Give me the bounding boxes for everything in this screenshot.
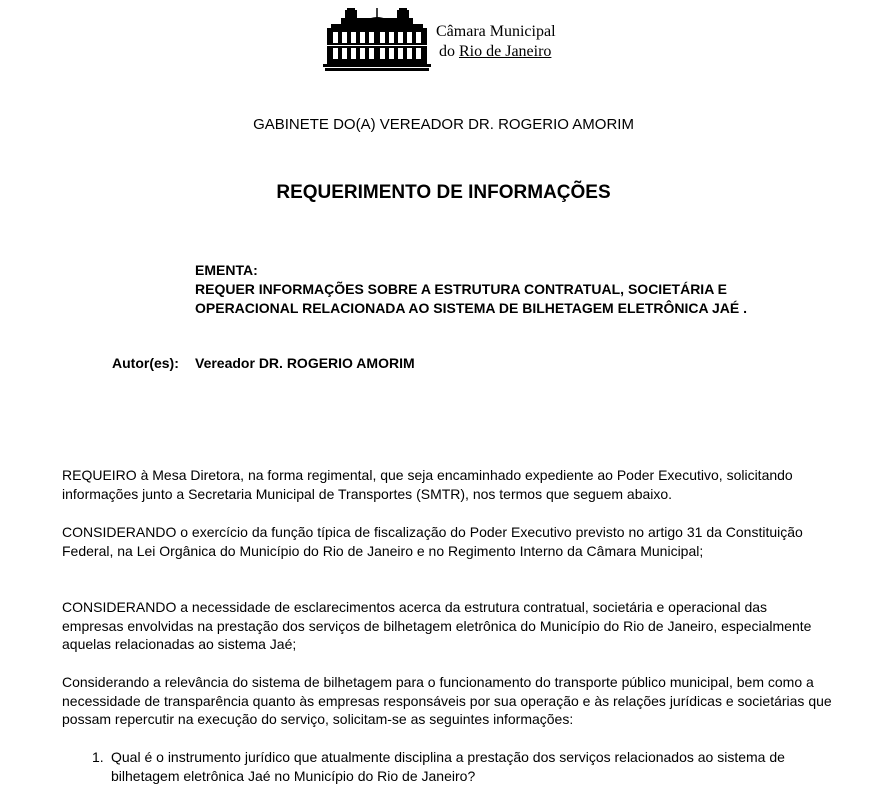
ementa-line-2: OPERACIONAL RELACIONADA AO SISTEMA DE BILHETAGEM ELETRÔNICA JAÉ .	[195, 300, 747, 316]
autor-name: Vereador DR. ROGERIO AMORIM	[195, 355, 415, 371]
paragraph-considerando-2: CONSIDERANDO a necessidade de esclarecimentos acerca da estrutura contratual, societária e operacional das empresas envolvidas na prestação dos serviços de bilhetagem eletrônica do Município do Rio de Janeiro, especialmente aquelas relacionadas ao sistema Jaé;	[62, 599, 812, 652]
gabinete-heading: GABINETE DO(A) VEREADOR DR. ROGERIO AMORIM	[253, 116, 634, 133]
ementa-line-1: REQUER INFORMAÇÕES SOBRE A ESTRUTURA CONTRATUAL, SOCIETÁRIA E	[195, 281, 728, 297]
paragraph-considerando-3: Considerando a relevância do sistema de bilhetagem para o funcionamento do transporte público municipal, bem como a necessidade de transparência quanto às empresas responsáveis por sua operação e às relações jurídicas e societárias que possam repercutir na execução do serviço, solicitam-se as seguintes informações:	[62, 674, 832, 727]
org-name-line2	[436, 42, 556, 62]
paragraph-considerando-1: CONSIDERANDO o exercício da função típica de fiscalização do Poder Executivo previsto no artigo 31 da Constituição Federal, na Lei Orgânica do Município do Rio de Janeiro e no Regimento Interno da Câmara Municipal;	[62, 524, 803, 559]
question-number: 1.	[92, 749, 104, 765]
camara-building-icon	[323, 8, 431, 72]
question-text: Qual é o instrumento jurídico que atualmente disciplina a prestação dos serviços relacionados ao sistema de bilhetagem eletrônica Jaé no Município do Rio de Janeiro?	[111, 749, 785, 784]
camara-logo-text	[436, 22, 556, 62]
org-name-line1: Câmara Municipal	[436, 23, 556, 40]
org-name-city: Rio de Janeiro	[459, 43, 552, 60]
ementa-label: EMENTA:	[195, 262, 258, 278]
ementa-block	[195, 261, 835, 318]
camara-logo	[323, 8, 573, 74]
paragraph-requeiro: REQUEIRO à Mesa Diretora, na forma regimental, que seja encaminhado expediente ao Poder Executivo, solicitando informações junto a Secretaria Municipal de Transportes (SMTR), nos termos que seguem abaixo.	[62, 467, 793, 502]
org-name-prefix: do	[439, 43, 459, 60]
document-title: REQUERIMENTO DE INFORMAÇÕES	[276, 182, 611, 203]
autor-label: Autor(es):	[112, 355, 179, 371]
